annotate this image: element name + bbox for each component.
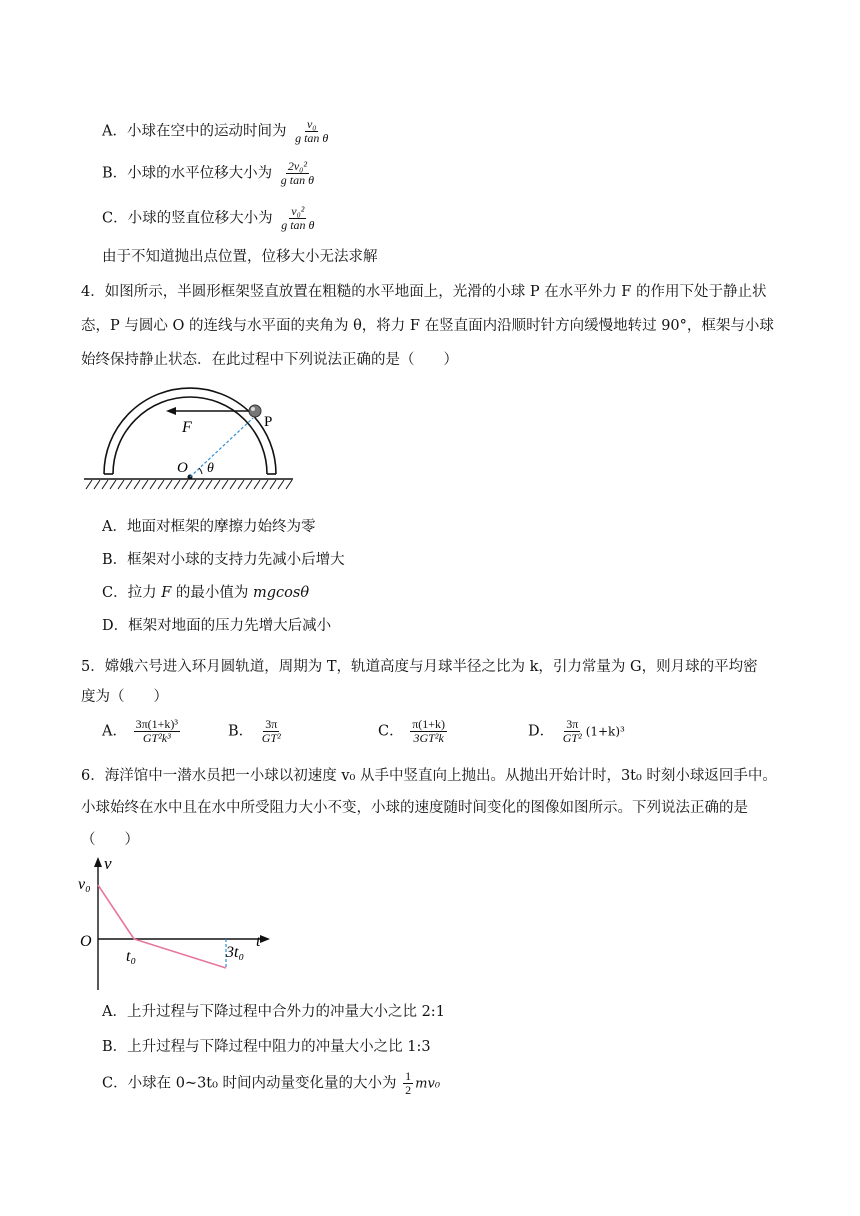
q6-stem-line2: 小球始终在水中且在水中所受阻力大小不变，小球的速度随时间变化的图像如图所示。下列说法正确的是 — [81, 800, 748, 816]
q6-option-c: C．小球在 0~3t₀ 时间内动量变化量的大小为 $\frac{1}{2}$ mv₀ — [102, 1069, 441, 1097]
theta-arc — [199, 468, 202, 474]
label-theta: θ — [207, 461, 214, 476]
label-v0: v₀ — [78, 876, 91, 893]
ball-p — [249, 405, 261, 417]
label-origin: O — [80, 933, 92, 950]
q5-option-b: B． $\frac{3\pi}{\text{GT²}}$ — [228, 717, 281, 745]
q4-stem-line2: 态，P 与圆心 O 的连线与水平面的夹角为 θ，将力 F 在竖直面内沿顺时针方向缓慢地转过 90°，框架与小球 — [81, 318, 774, 334]
t-axis-arrow — [260, 935, 270, 943]
q3-option-d: 由于不知道抛出点位置，位移大小无法求解 — [102, 249, 378, 265]
q4-option-c: C．拉力 F 的最小值为 mgcosθ — [102, 585, 310, 601]
velocity-line — [98, 885, 226, 968]
q4-figure — [78, 386, 308, 496]
q6-vt-graph — [74, 855, 284, 995]
fraction: $\frac{\text{2v₀²}}{\text{g tan θ}}$ — [280, 159, 314, 187]
q6-option-a: A．上升过程与下降过程中合外力的冲量大小之比 2:1 — [102, 1004, 445, 1020]
fraction: $\frac{\text{3π(1+k)³}}{\text{GT²k³}}$ — [135, 717, 179, 745]
q5-stem-line2: 度为（ ） — [81, 689, 168, 705]
label-o: O — [177, 460, 188, 476]
q6-stem-line1: 6．海洋馆中一潜水员把一小球以初速度 v₀ 从手中竖直向上抛出。从抛出开始计时，3t₀ 时刻小球返回手中。 — [81, 768, 777, 784]
v-axis-arrow — [94, 857, 102, 867]
fraction: $\frac{1}{2}$ — [405, 1069, 412, 1097]
arrowhead — [166, 407, 176, 415]
fraction: $\frac{3\pi}{\text{GT²}}$ — [562, 717, 582, 745]
fraction: $\frac{3\pi}{\text{GT²}}$ — [261, 717, 281, 745]
q5-option-c: C． $\frac{\pi(1+k)}{\text{3GT²k}}$ — [378, 717, 446, 745]
q3-option-b: B．小球的水平位移大小为 $\frac{\text{2v₀²}}{\text{g tan θ}}$ — [102, 159, 314, 187]
q6-stem-line3: （ ） — [81, 832, 139, 848]
q6-option-b: B．上升过程与下降过程中阻力的冲量大小之比 1:3 — [102, 1039, 431, 1055]
label-f: F — [182, 419, 192, 436]
label-v: v — [104, 855, 112, 873]
q5-stem-line1: 5．嫦娥六号进入环月圆轨道，周期为 T，轨道高度与月球半径之比为 k，引力常量为 G，则月球的平均密 — [81, 659, 758, 675]
q5-option-d: D． $\frac{3\pi}{\text{GT²}}$ (1+k)³ — [528, 717, 625, 745]
q5-option-a: A． $\frac{\text{3π(1+k)³}}{\text{GT²k³}}$ — [102, 717, 179, 745]
fraction: $\frac{\pi(1+k)}{\text{3GT²k}}$ — [412, 717, 446, 745]
label-3t0: 3t₀ — [226, 944, 245, 961]
label-p: P — [264, 414, 273, 430]
q4-stem-line1: 4．如图所示，半圆形框架竖直放置在粗糙的水平地面上，光滑的小球 P 在水平外力 F 的作用下处于静止状 — [81, 284, 767, 300]
q4-stem-line3: 始终保持静止状态．在此过程中下列说法正确的是（ ） — [81, 352, 458, 368]
q3-option-a: A．小球在空中的运动时间为 $\frac{\text{v₀}}{\text{g tan θ}}$ — [102, 117, 329, 145]
fraction: $\frac{\text{v₀}}{\text{g tan θ}}$ — [295, 117, 329, 145]
fraction: $\frac{\text{v₀²}}{\text{g tan θ}}$ — [281, 204, 315, 232]
label-t0: t₀ — [126, 948, 137, 965]
q3-option-c: C．小球的竖直位移大小为 $\frac{\text{v₀²}}{\text{g tan θ}}$ — [102, 204, 315, 232]
q4-option-d: D．框架对地面的压力先增大后减小 — [102, 618, 332, 634]
label-t: t — [256, 933, 261, 950]
q4-option-b: B．框架对小球的支持力先减小后增大 — [102, 552, 345, 568]
q4-option-a: A．地面对框架的摩擦力始终为零 — [102, 519, 316, 535]
